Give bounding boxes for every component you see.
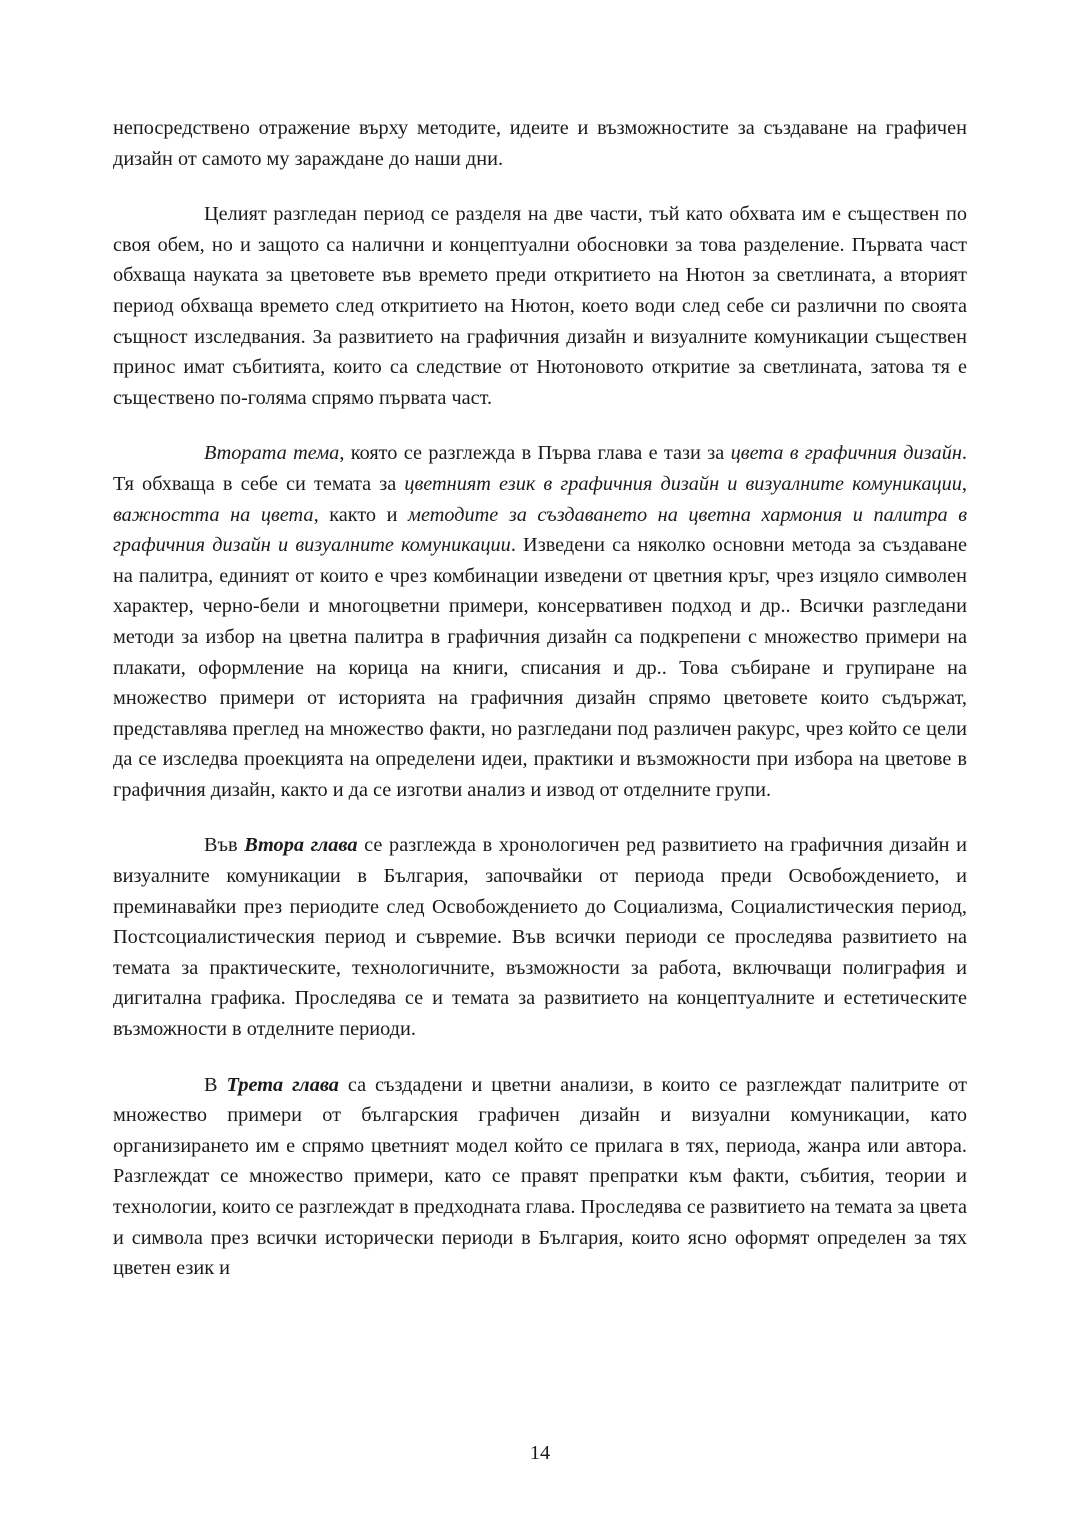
italic-phrase-tsveta: цвета в графичния дизайн: [730, 442, 962, 465]
page-number: 14: [529, 1442, 551, 1464]
text-run: ,: [961, 472, 967, 495]
italic-phrase-vazhnostta: важността на цвета: [113, 503, 314, 526]
text-run: се разглежда в хронологичен ред развитието на графичния дизайн и визуалните комуникации в България, започвайки от периода преди Освобождението, и преминавайки през периодите след Освобождението до Социализма, Социалистическия период, Постсоциалистическия период и съвремие. Във всички периоди се проследява развитието на темата за практическите, технологичните, възможности за работа, включващи полиграфия и дигитална графика. Проследява се и темата за развитието на концептуалните и естетическите възможности в отделните периоди.: [113, 834, 967, 1041]
text-run: Във: [204, 834, 245, 857]
italic-phrase-tsvetniyat-ezik: цветният език в графичния дизайн и визуалните комуникации: [404, 472, 962, 495]
bold-italic-vtora-glava: Втора глава: [244, 834, 358, 857]
paragraph-2: [113, 199, 967, 413]
text-run: . Тя обхваща в себе си темата за: [113, 442, 967, 495]
italic-phrase-metodite: методите за създаването на цветна хармония и палитра в графичния дизайн и визуалните комуникации: [113, 503, 967, 557]
paragraph-4: [113, 830, 967, 1044]
paragraph-3: [113, 438, 967, 805]
text-run: . Изведени са няколко основни метода за създаване на палитра, единият от които е чрез комбинации изведени от цветния кръг, чрез изцяло символен характер, черно-бели и многоцветни примери, консервативен подход и др.. Всички разгледани методи за избор на цветна палитра в графичния дизайн са подкрепени с множество примери на плакати, оформление на корица на книги, списания и др.. Това събиране и групиране на множество примери от историята на графичния дизайн спрямо цветовете които съдържат, представлява преглед на множество факти, но разгледани под различен ракурс, чрез който се цели да се изследва проекцията на определени идеи, практики и възможности при избора на цветове в графичния дизайн, както и да се изготви анализ и извод от отделните групи.: [113, 534, 967, 801]
bold-italic-treta-glava: Трета глава: [226, 1073, 339, 1096]
document-page: [113, 113, 967, 1284]
paragraph-2-text: Целият разгледан период се разделя на две части, тъй като обхвата им е съществен по своя обем, но и защото са налични и концептуални обосновки за това разделение. Първата част обхваща науката за цветовете във времето преди откритието на Нютон за светлината, а вторият период обхваща времето след откритието на Нютон, което води след себе си различни по своята същност изследвания. За развитието на графичния дизайн и визуалните комуникации съществен принос имат събитията, които са следствие от Нютоновото откритие за светлината, затова тя е съществено по-голяма спрямо първата част.: [113, 203, 967, 409]
text-run: , която се разглежда в Първа глава е тази за: [339, 442, 731, 465]
paragraph-1-text: непосредствено отражение върху методите, идеите и възможностите за създаване на графичен дизайн от самото му зараждане до наши дни.: [113, 117, 967, 170]
italic-phrase-vtorata-tema: Втората тема: [204, 442, 340, 465]
text-run: са създадени и цветни анализи, в които се разглеждат палитрите от множество примери от българския графичен дизайн и визуални комуникации, като организирането им е спрямо цветният модел който се прилага в тях, периода, жанра или автора. Разглеждат се множество примери, като се правят препратки към факти, събития, теории и технологии, които се разглеждат в предходната глава. Проследява се развитието на темата за цвета и символа през всички исторически периоди в България, които ясно оформят определен за тях цветен език и: [113, 1073, 967, 1280]
text-run: В: [204, 1073, 227, 1096]
text-run: , както и: [313, 503, 409, 526]
paragraph-5: [113, 1070, 967, 1284]
paragraph-1: [113, 113, 967, 174]
